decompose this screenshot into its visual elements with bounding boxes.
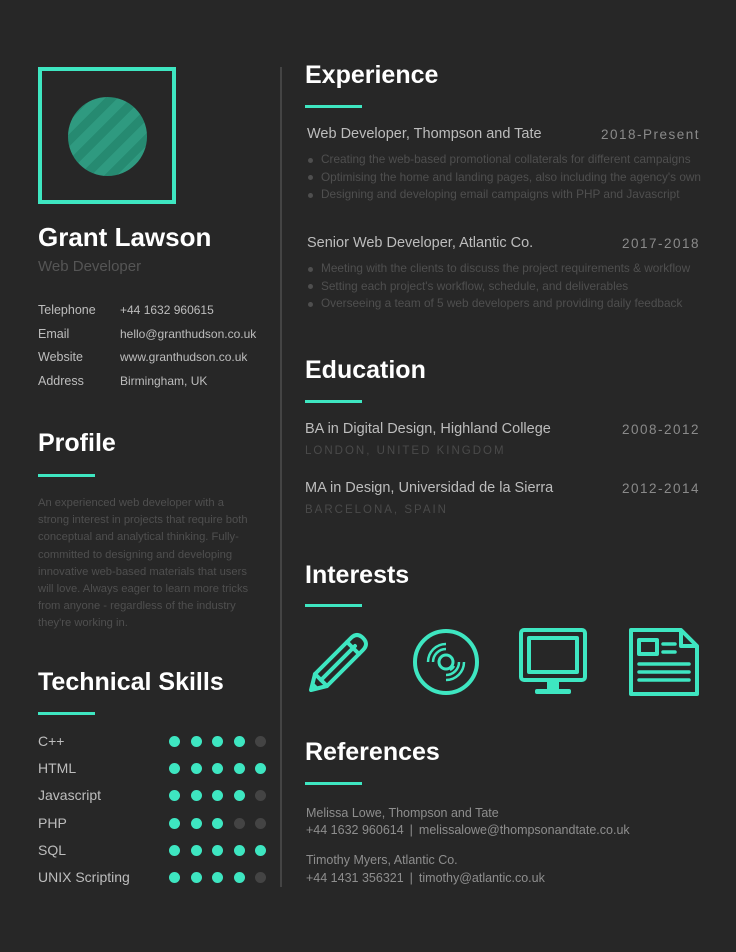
contact-value: www.granthudson.co.uk xyxy=(120,350,248,364)
job-bullet: Optimising the home and landing pages, also including the agency's own xyxy=(307,169,707,187)
reference-name: Timothy Myers, Atlantic Co. xyxy=(306,853,458,867)
reference-email[interactable]: melissalowe@thompsonandtate.co.uk xyxy=(418,823,630,837)
skill-level-dots xyxy=(169,736,277,747)
skill-dot-empty xyxy=(255,790,266,801)
contact-info xyxy=(38,303,273,397)
profile-text: An experienced web developer with a strong interest in projects that require both conceptual and analytical thinking. Fully-committed to designing and developing innovative web-based materials that users will love. Always eager to learn more tricks from anyone - regardless of the industry they're working in. xyxy=(38,497,249,630)
skill-dot-filled xyxy=(234,845,245,856)
education-date: 2008-2012 xyxy=(621,422,700,437)
newspaper-icon xyxy=(627,626,699,698)
skill-dot-empty xyxy=(234,818,245,829)
skill-dot-filled xyxy=(234,763,245,774)
job-bullet: Creating the web-based promotional collaterals for different campaigns xyxy=(307,151,707,169)
skill-row xyxy=(38,813,272,840)
skill-row xyxy=(38,731,272,758)
skill-name: SQL xyxy=(38,841,67,858)
contact-label: Website xyxy=(38,350,83,364)
skill-level-dots xyxy=(169,845,277,856)
skill-name: PHP xyxy=(38,814,67,831)
education-location: LONDON, UNITED KINGDOM xyxy=(305,445,506,457)
job-date: 2017-2018 xyxy=(621,236,700,251)
skill-name: Javascript xyxy=(38,787,102,804)
skill-dot-filled xyxy=(191,818,202,829)
person-name: Grant Lawson xyxy=(38,222,212,252)
skill-row xyxy=(38,785,272,812)
skills-accent-line xyxy=(38,712,95,715)
skill-dot-filled xyxy=(212,845,223,856)
skills-list xyxy=(38,731,272,894)
skill-name: UNIX Scripting xyxy=(38,868,130,885)
skill-dot-empty xyxy=(255,736,266,747)
skill-dot-filled xyxy=(169,790,180,801)
skill-dot-filled xyxy=(191,736,202,747)
education-heading: Education xyxy=(305,356,426,384)
skill-dot-filled xyxy=(191,845,202,856)
reference-phone: +44 1632 960614 xyxy=(306,823,404,837)
contact-label: Email xyxy=(38,326,70,341)
job-bullet: Overseeing a team of 5 web developers and providing daily feedback xyxy=(307,295,707,313)
skill-dot-filled xyxy=(169,872,180,883)
profile-photo-frame xyxy=(38,67,176,204)
job-bullet: Setting each project's workflow, schedule, and deliverables xyxy=(307,278,707,296)
contact-row-telephone xyxy=(38,303,273,327)
reference-name: Melissa Lowe, Thompson and Tate xyxy=(306,806,499,820)
education-title: BA in Digital Design, Highland College xyxy=(305,421,551,437)
job-bullet: Designing and developing email campaigns with PHP and Javascript xyxy=(307,186,707,204)
education-location: BARCELONA, SPAIN xyxy=(305,504,448,516)
skill-dot-filled xyxy=(191,872,202,883)
skill-dot-filled xyxy=(212,763,223,774)
job-title: Senior Web Developer, Atlantic Co. xyxy=(307,235,534,251)
education-date: 2012-2014 xyxy=(621,481,700,496)
reference-contact: +44 1431 356321 | timothy@atlantic.co.uk xyxy=(306,871,545,885)
skill-dot-empty xyxy=(255,818,266,829)
column-divider xyxy=(280,67,282,887)
interests-accent-line xyxy=(305,604,362,607)
experience-accent-line xyxy=(305,105,362,108)
contact-row-email xyxy=(38,327,273,351)
person-role: Web Developer xyxy=(38,258,142,275)
profile-heading: Profile xyxy=(38,429,116,457)
skill-level-dots xyxy=(169,872,277,883)
profile-accent-line xyxy=(38,474,95,477)
interests-heading: Interests xyxy=(305,561,410,589)
contact-value: +44 1632 960615 xyxy=(120,303,214,317)
skill-dot-filled xyxy=(212,818,223,829)
disc-icon xyxy=(410,626,482,698)
skill-row xyxy=(38,867,272,894)
skill-row xyxy=(38,758,272,785)
references-accent-line xyxy=(305,782,362,785)
job-date: 2018-Present xyxy=(600,127,700,142)
profile-photo xyxy=(68,97,147,176)
skill-dot-filled xyxy=(169,845,180,856)
references-heading: References xyxy=(305,738,440,766)
skill-dot-filled xyxy=(169,818,180,829)
contact-row-address xyxy=(38,374,273,398)
skill-dot-filled xyxy=(234,736,245,747)
skill-dot-filled xyxy=(191,763,202,774)
job-bullets xyxy=(307,151,707,204)
contact-label: Address xyxy=(38,373,84,388)
contact-label: Telephone xyxy=(38,303,96,317)
skill-dot-filled xyxy=(212,736,223,747)
skill-level-dots xyxy=(169,818,277,829)
reference-phone: +44 1431 356321 xyxy=(306,871,404,885)
skill-dot-filled xyxy=(255,763,266,774)
contact-value: Birmingham, UK xyxy=(120,373,208,388)
skill-dot-filled xyxy=(212,790,223,801)
skill-level-dots xyxy=(169,790,277,801)
skill-row xyxy=(38,840,272,867)
job-title: Web Developer, Thompson and Tate xyxy=(307,126,542,142)
skill-dot-filled xyxy=(234,872,245,883)
job-bullets xyxy=(307,260,707,313)
skill-name: HTML xyxy=(38,760,77,777)
reference-email[interactable]: timothy@atlantic.co.uk xyxy=(418,871,545,885)
contact-value: hello@granthudson.co.uk xyxy=(120,326,257,341)
reference-contact: +44 1632 960614 | melissalowe@thompsonandtate.co.uk xyxy=(306,823,630,837)
skill-dot-filled xyxy=(169,763,180,774)
education-accent-line xyxy=(305,400,362,403)
skill-dot-filled xyxy=(255,845,266,856)
skill-dot-filled xyxy=(169,736,180,747)
skills-heading: Technical Skills xyxy=(38,668,224,696)
skill-level-dots xyxy=(169,763,277,774)
skill-name: C++ xyxy=(38,733,65,749)
skill-dot-filled xyxy=(191,790,202,801)
pencil-icon xyxy=(303,626,375,698)
skill-dot-empty xyxy=(255,872,266,883)
skill-dot-filled xyxy=(234,790,245,801)
skill-dot-filled xyxy=(212,872,223,883)
education-title: MA in Design, Universidad de la Sierra xyxy=(305,480,554,496)
monitor-icon xyxy=(517,626,589,698)
job-bullet: Meeting with the clients to discuss the project requirements & workflow xyxy=(307,260,707,278)
contact-row-website xyxy=(38,350,273,374)
experience-heading: Experience xyxy=(305,61,439,89)
